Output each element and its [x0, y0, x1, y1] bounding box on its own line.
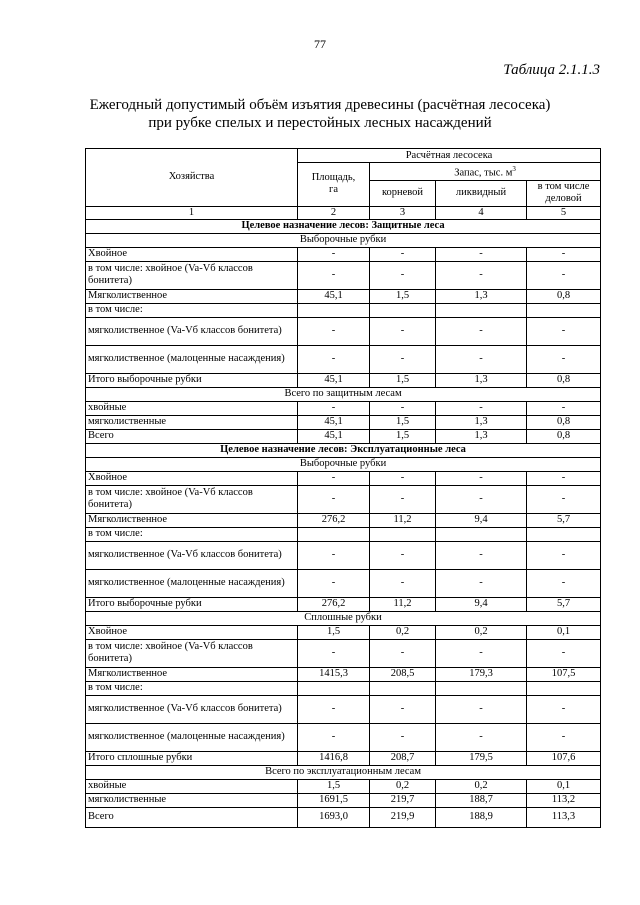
- section-title: Целевое назначение лесов: Защитные леса: [86, 219, 601, 233]
- page-number: 77: [314, 37, 326, 51]
- row-value: [527, 303, 601, 317]
- row-value: -: [298, 471, 370, 485]
- row-value: 0,8: [527, 373, 601, 387]
- row-label: мягколиственные: [86, 793, 298, 807]
- row-value: [298, 303, 370, 317]
- row-label: Всего: [86, 429, 298, 443]
- row-value: 0,1: [527, 779, 601, 793]
- table-row: [86, 527, 601, 541]
- header-calc: Расчётная лесосека: [298, 149, 601, 163]
- row-value: 113,3: [527, 807, 601, 827]
- row-label: мягколиственное (Va-Vб классов бонитета): [86, 541, 298, 569]
- table-row: [86, 373, 601, 387]
- table-row: [86, 317, 601, 345]
- row-value: -: [527, 247, 601, 261]
- row-value: -: [527, 569, 601, 597]
- header-area: [298, 163, 370, 207]
- row-value: -: [527, 485, 601, 513]
- row-value: 5,7: [527, 513, 601, 527]
- row-value: -: [298, 401, 370, 415]
- table-header: [86, 149, 601, 220]
- row-value: -: [436, 471, 527, 485]
- table-row: [86, 261, 601, 289]
- row-value: 45,1: [298, 289, 370, 303]
- row-value: -: [527, 261, 601, 289]
- row-value: 5,7: [527, 597, 601, 611]
- table-row: [86, 807, 601, 827]
- row-value: -: [370, 485, 436, 513]
- table-row: [86, 401, 601, 415]
- table-row: [86, 345, 601, 373]
- section-row: [86, 443, 601, 457]
- row-label: мягколиственное (малоценные насаждения): [86, 569, 298, 597]
- row-value: -: [436, 247, 527, 261]
- subsection-title: Выборочные рубки: [86, 233, 601, 247]
- row-value: -: [527, 471, 601, 485]
- row-value: [436, 527, 527, 541]
- row-value: 1,3: [436, 429, 527, 443]
- table-row: [86, 247, 601, 261]
- header-farm: Хозяйства: [86, 149, 298, 207]
- row-value: 1,3: [436, 373, 527, 387]
- header-area-line-1: Площадь,: [311, 172, 356, 184]
- row-value: -: [370, 247, 436, 261]
- row-label: Итого выборочные рубки: [86, 373, 298, 387]
- row-label: мягколиственное (малоценные насаждения): [86, 723, 298, 751]
- subsection-row: [86, 233, 601, 247]
- row-label: мягколиственное (Va-Vб классов бонитета): [86, 695, 298, 723]
- row-value: -: [370, 401, 436, 415]
- table-row: [86, 541, 601, 569]
- title-line-2: при рубке спелых и перестойных лесных насаждений: [148, 115, 492, 131]
- row-value: -: [370, 541, 436, 569]
- row-value: 0,8: [527, 289, 601, 303]
- row-value: -: [370, 471, 436, 485]
- row-value: -: [370, 695, 436, 723]
- row-value: 45,1: [298, 373, 370, 387]
- row-label: мягколиственные: [86, 415, 298, 429]
- row-label: Итого выборочные рубки: [86, 597, 298, 611]
- table-row: [86, 415, 601, 429]
- table-row: [86, 625, 601, 639]
- row-value: [436, 303, 527, 317]
- row-value: 219,9: [370, 807, 436, 827]
- row-value: 1,5: [370, 429, 436, 443]
- row-label: Мягколиственное: [86, 513, 298, 527]
- row-value: [527, 681, 601, 695]
- row-value: -: [436, 345, 527, 373]
- row-value: 0,1: [527, 625, 601, 639]
- header-incl: [527, 180, 601, 206]
- row-value: -: [527, 345, 601, 373]
- subsection-row: [86, 765, 601, 779]
- row-label: Хвойное: [86, 471, 298, 485]
- row-value: 1,5: [370, 373, 436, 387]
- row-value: 1,5: [370, 415, 436, 429]
- row-label: Итого сплошные рубки: [86, 751, 298, 765]
- row-value: 188,7: [436, 793, 527, 807]
- header-stock: [370, 163, 601, 181]
- subsection-row: [86, 457, 601, 471]
- table-row: [86, 289, 601, 303]
- row-label: Хвойное: [86, 625, 298, 639]
- header-incl-line-2: деловой: [545, 193, 582, 204]
- row-value: 0,8: [527, 429, 601, 443]
- row-value: 9,4: [436, 513, 527, 527]
- row-value: -: [436, 569, 527, 597]
- row-label: в том числе:: [86, 303, 298, 317]
- table-row: [86, 681, 601, 695]
- row-value: 9,4: [436, 597, 527, 611]
- row-value: 1693,0: [298, 807, 370, 827]
- row-value: 1,5: [298, 625, 370, 639]
- row-value: -: [298, 345, 370, 373]
- row-value: -: [298, 261, 370, 289]
- row-value: 1415,3: [298, 667, 370, 681]
- row-label: Мягколиственное: [86, 667, 298, 681]
- row-value: -: [298, 723, 370, 751]
- row-label: хвойные: [86, 779, 298, 793]
- row-value: -: [527, 317, 601, 345]
- row-label: в том числе:: [86, 527, 298, 541]
- row-value: [298, 527, 370, 541]
- table-row: [86, 485, 601, 513]
- table-row: [86, 303, 601, 317]
- row-value: -: [370, 345, 436, 373]
- row-value: -: [436, 639, 527, 667]
- row-value: -: [298, 247, 370, 261]
- row-value: -: [298, 485, 370, 513]
- table-row: [86, 793, 601, 807]
- row-value: 0,2: [436, 625, 527, 639]
- row-value: -: [527, 723, 601, 751]
- subsection-title: Сплошные рубки: [86, 611, 601, 625]
- row-value: 276,2: [298, 597, 370, 611]
- row-value: -: [436, 723, 527, 751]
- header-stock-text: Запас, тыс. м: [454, 167, 513, 179]
- table-row: [86, 667, 601, 681]
- title-line-1: Ежегодный допустимый объём изъятия древесины (расчётная лесосека): [89, 97, 551, 113]
- row-value: 45,1: [298, 415, 370, 429]
- row-value: 219,7: [370, 793, 436, 807]
- subsection-row: [86, 387, 601, 401]
- table-row: [86, 513, 601, 527]
- row-value: 1,3: [436, 415, 527, 429]
- row-value: -: [370, 569, 436, 597]
- row-label: в том числе:: [86, 681, 298, 695]
- row-value: 0,2: [436, 779, 527, 793]
- row-value: [370, 527, 436, 541]
- row-label: Всего: [86, 807, 298, 827]
- row-label: в том числе: хвойное (Va-Vб классов бонитета): [86, 639, 298, 667]
- row-value: -: [436, 261, 527, 289]
- row-value: -: [298, 639, 370, 667]
- row-value: -: [298, 695, 370, 723]
- row-value: 1,5: [370, 289, 436, 303]
- row-value: -: [298, 317, 370, 345]
- row-label: Мягколиственное: [86, 289, 298, 303]
- row-value: 0,8: [527, 415, 601, 429]
- row-value: 1,3: [436, 289, 527, 303]
- row-value: -: [527, 695, 601, 723]
- col-number: 5: [527, 206, 601, 219]
- header-area-line-2: га: [329, 184, 338, 196]
- col-number: 3: [370, 206, 436, 219]
- row-value: 11,2: [370, 513, 436, 527]
- subsection-row: [86, 611, 601, 625]
- table-row: [86, 569, 601, 597]
- row-label: в том числе: хвойное (Va-Vб классов бонитета): [86, 485, 298, 513]
- row-value: -: [370, 639, 436, 667]
- row-label: Хвойное: [86, 247, 298, 261]
- row-value: 1691,5: [298, 793, 370, 807]
- row-value: 11,2: [370, 597, 436, 611]
- row-value: [370, 681, 436, 695]
- row-value: 208,5: [370, 667, 436, 681]
- table-title: [0, 96, 640, 132]
- table-label: Таблица 2.1.1.3: [503, 62, 600, 78]
- row-value: [436, 681, 527, 695]
- row-label: хвойные: [86, 401, 298, 415]
- row-value: 208,7: [370, 751, 436, 765]
- row-value: 1,5: [298, 779, 370, 793]
- row-label: мягколиственное (Va-Vб классов бонитета): [86, 317, 298, 345]
- row-value: 188,9: [436, 807, 527, 827]
- subsection-title: Всего по защитным лесам: [86, 387, 601, 401]
- section-title: Целевое назначение лесов: Эксплуатационные леса: [86, 443, 601, 457]
- harvest-table: [85, 148, 601, 828]
- row-value: 107,5: [527, 667, 601, 681]
- table-body: [86, 219, 601, 827]
- row-value: 107,6: [527, 751, 601, 765]
- row-value: 179,5: [436, 751, 527, 765]
- subsection-title: Выборочные рубки: [86, 457, 601, 471]
- section-row: [86, 219, 601, 233]
- header-liquid: ликвидный: [436, 180, 527, 206]
- row-value: 1416,8: [298, 751, 370, 765]
- table-row: [86, 429, 601, 443]
- row-value: -: [527, 639, 601, 667]
- row-value: -: [436, 695, 527, 723]
- row-value: -: [370, 261, 436, 289]
- row-value: 0,2: [370, 625, 436, 639]
- row-value: 276,2: [298, 513, 370, 527]
- row-value: -: [370, 317, 436, 345]
- col-number: 1: [86, 206, 298, 219]
- table-row: [86, 723, 601, 751]
- row-value: [527, 527, 601, 541]
- row-value: [298, 681, 370, 695]
- row-value: -: [436, 401, 527, 415]
- table-row: [86, 751, 601, 765]
- table-row: [86, 639, 601, 667]
- row-value: -: [436, 317, 527, 345]
- subsection-title: Всего по эксплуатационным лесам: [86, 765, 601, 779]
- table-row: [86, 779, 601, 793]
- col-number: 4: [436, 206, 527, 219]
- header-root: корневой: [370, 180, 436, 206]
- row-value: 113,2: [527, 793, 601, 807]
- row-value: -: [527, 541, 601, 569]
- row-value: -: [298, 569, 370, 597]
- table-row: [86, 471, 601, 485]
- row-label: мягколиственное (малоценные насаждения): [86, 345, 298, 373]
- row-value: -: [436, 541, 527, 569]
- row-value: -: [527, 401, 601, 415]
- row-label: в том числе: хвойное (Va-Vб классов бонитета): [86, 261, 298, 289]
- row-value: [370, 303, 436, 317]
- header-incl-line-1: в том числе: [537, 181, 590, 192]
- row-value: -: [436, 485, 527, 513]
- row-value: 0,2: [370, 779, 436, 793]
- row-value: -: [298, 541, 370, 569]
- row-value: 45,1: [298, 429, 370, 443]
- col-number: 2: [298, 206, 370, 219]
- row-value: 179,3: [436, 667, 527, 681]
- table-row: [86, 695, 601, 723]
- row-value: -: [370, 723, 436, 751]
- table-row: [86, 597, 601, 611]
- header-stock-sup: 3: [512, 165, 516, 173]
